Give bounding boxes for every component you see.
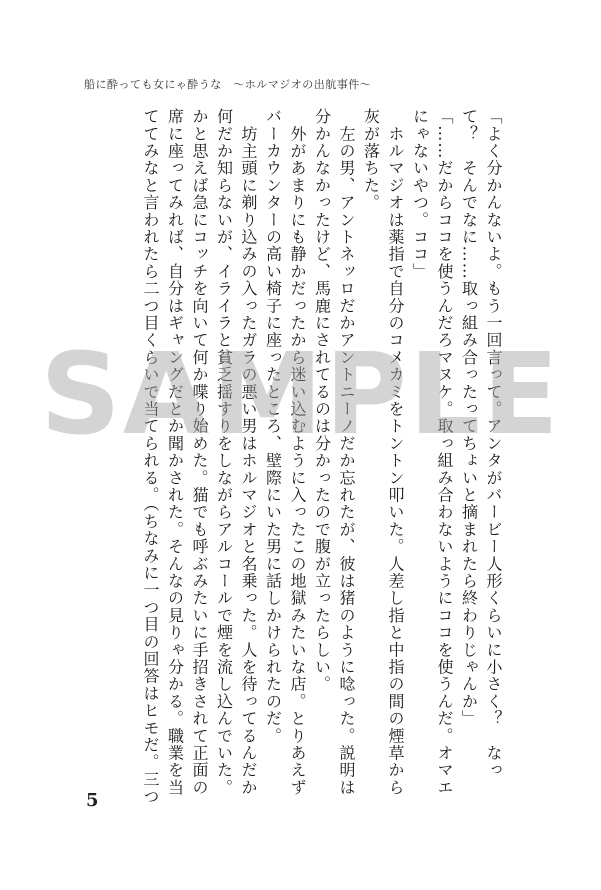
running-header: 船に酔っても女にゃ酔うな 〜ホルマジオの出航事件〜 [84,78,372,91]
body-paragraphs: 「よく分かんないよ。もう一回言って。アンタがバービー人形くらいに小さく？ なって？ そんでなに……取っ組み合ったってちょいと摘まれたら終わりじゃんか」 「……だからココを使うんだろマヌケ。取っ組み合わないようにココを使うんだ。オマエにゃないやつ。ココ」 ホルマジオは薬指で自分のコメカミをトントン叩いた。人差し指と中指の間の煙草から灰が落ちた。 左の男、アントネッロだかアントニーノだか忘れたが、彼は猪のように唸った。説明は分かんなかったけど、馬鹿にされてるのは分かったので腹が立ったらしい。 外があまりにも静かだったから迷い込むように入ったこの地獄みたいな店。とりあえずバーカウンターの高い椅子に座ったところ、壁際にいた男に話しかけられたのだ。 坊主頭に剃り込みの入ったガラの悪い男はホルマジオと名乗った。人を待ってるんだか何だか知らないが、イライラと貧乏揺すりをしながらアルコールで煙を流し込んでいた。かと思えば急にコッチを向いて何か喋り始めた。猫でも呼ぶみたいに手招きされて正面の席に座ってみれば、自分はギャングだとか聞かされた。そんなの見りゃ分かる。職業を当ててみなと言われたら二つ目くらいで当てられる。（ちなみに一つ目の回答はヒモだ。三つ [141,108,503,806]
vertical-body-text [85,108,505,808]
sample-watermark: SAMPLE [40,330,561,460]
page-number: 5 [86,790,99,811]
